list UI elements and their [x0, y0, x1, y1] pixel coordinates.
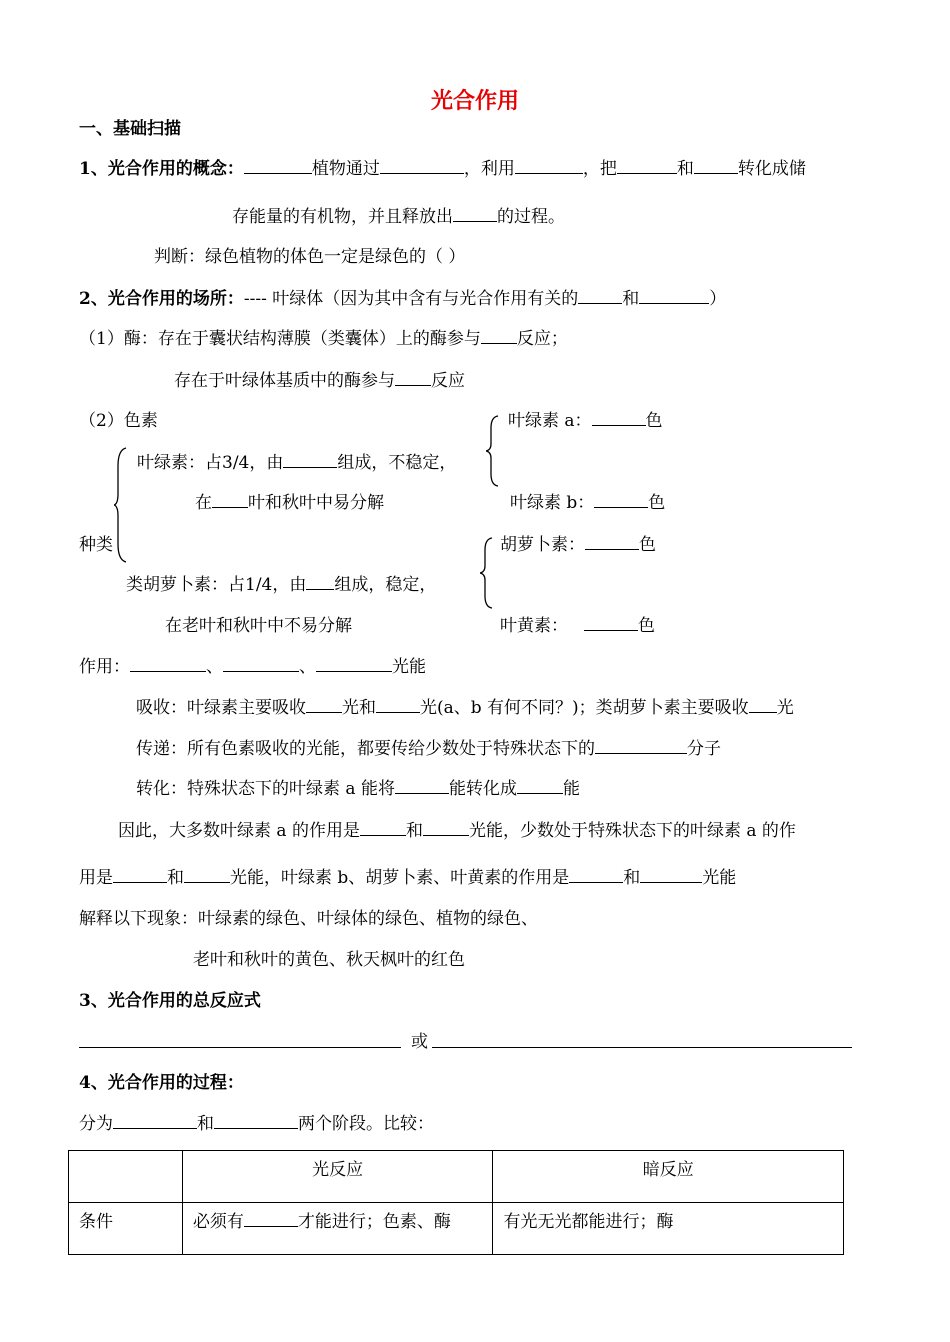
xanthophyll-line [500, 615, 655, 637]
carotene-line [500, 534, 656, 556]
absorb-line [136, 697, 794, 719]
text: ，利用 [463, 159, 515, 179]
blank[interactable] [595, 739, 687, 754]
text: 反应 [431, 371, 465, 391]
judgement-line: 判断：绿色植物的体色一定是绿色的（ ） [154, 247, 466, 267]
blank[interactable] [640, 868, 702, 883]
blank[interactable] [395, 371, 431, 386]
blank[interactable] [584, 616, 638, 631]
text: 、 [206, 657, 223, 677]
section-heading-basics: 一、基础扫描 [79, 119, 181, 139]
blank[interactable] [694, 159, 738, 174]
text: 、 [299, 657, 316, 677]
text: 作用： [79, 657, 130, 677]
text: 光 [776, 698, 794, 718]
text: 用是 [79, 868, 113, 888]
blank[interactable] [184, 868, 230, 883]
pigment-heading: （2）色素 [79, 411, 158, 431]
text: 的过程。 [497, 207, 565, 227]
text: 色 [648, 493, 666, 513]
text: 和 [622, 289, 640, 309]
stages-line [79, 1113, 434, 1135]
text: 转化：特殊状态下的叶绿素 a 能将 [136, 779, 395, 799]
blank[interactable] [360, 821, 406, 836]
concept-heading: 1、光合作用的概念： [79, 159, 244, 179]
blank[interactable] [113, 1114, 197, 1129]
blank[interactable] [395, 779, 449, 794]
text: 叶黄素： [500, 616, 568, 636]
text: 胡萝卜素： [500, 535, 585, 555]
chlorophyll-a-line [508, 410, 663, 432]
text: 必须有 [192, 1212, 244, 1232]
text: 类胡萝卜素：占1/4，由 [126, 575, 307, 595]
text: ） [709, 289, 727, 309]
table-cell [182, 1203, 493, 1255]
text: 和 [623, 868, 641, 888]
text: 光和 [342, 698, 376, 718]
convert-line [136, 778, 580, 800]
carotenoid-line [126, 574, 436, 596]
text: 因此，大多数叶绿素 a 的作用是 [118, 821, 360, 841]
function-line [79, 656, 426, 678]
or-label: 或 [411, 1032, 428, 1052]
text: 在 [195, 493, 212, 513]
blank[interactable] [585, 535, 639, 550]
blank[interactable] [380, 159, 464, 174]
blank[interactable] [594, 493, 648, 508]
blank[interactable] [306, 698, 342, 713]
text: 光能 [702, 868, 737, 888]
text: 传递：所有色素吸收的光能，都要传给少数处于特殊状态下的 [136, 739, 595, 759]
blank[interactable] [578, 289, 622, 304]
text: 分子 [687, 739, 721, 759]
text: 色 [645, 411, 663, 431]
concept-line-2 [232, 206, 565, 228]
explain-line-1: 解释以下现象：叶绿素的绿色、叶绿体的绿色、植物的绿色、 [79, 909, 538, 929]
blank[interactable] [453, 207, 497, 222]
chlorophyll-brace-icon [486, 414, 500, 488]
table-header-cell: 光反应 [182, 1151, 493, 1203]
text: 能 [562, 779, 580, 799]
use-line [79, 867, 736, 889]
blank[interactable] [130, 657, 206, 672]
text: 存能量的有机物，并且释放出 [232, 207, 453, 227]
text: 叶绿素 a： [508, 411, 592, 431]
text: 两个阶段。比较： [298, 1114, 434, 1134]
page-title: 光合作用 [430, 88, 519, 114]
text: 和 [167, 868, 184, 888]
table-header-row [69, 1151, 844, 1203]
text: 色 [638, 616, 655, 636]
text: 分为 [79, 1114, 113, 1134]
therefore-line [118, 820, 796, 842]
text: ，把 [582, 159, 617, 179]
text: 叶绿素 b： [510, 493, 595, 513]
blank[interactable] [212, 493, 248, 508]
text: 转化成储 [737, 159, 806, 179]
text: 光(a、b 有何不同？)；类胡萝卜素主要吸收 [420, 698, 749, 718]
text: 存在于叶绿体基质中的酶参与 [174, 371, 395, 391]
blank[interactable] [316, 657, 392, 672]
chlorophyll-line [137, 452, 456, 474]
blank[interactable] [481, 329, 517, 344]
text: ---- 叶绿体（因为其中含有与光合作用有关的 [243, 289, 579, 309]
blank[interactable] [639, 289, 709, 304]
blank[interactable] [617, 159, 677, 174]
text: 叶绿素：占3/4，由 [137, 453, 284, 473]
blank[interactable] [592, 411, 646, 426]
blank[interactable] [244, 1212, 298, 1227]
blank[interactable] [223, 657, 299, 672]
blank[interactable] [244, 159, 312, 174]
blank[interactable] [515, 159, 583, 174]
text: 叶和秋叶中易分解 [248, 493, 384, 513]
transfer-line [136, 738, 721, 760]
table-cell: 有光无光都能进行；酶 [493, 1203, 844, 1255]
chlorophyll-decompose-line [195, 492, 384, 514]
table-row [69, 1203, 844, 1255]
text: 和 [405, 821, 423, 841]
text: 和 [676, 159, 694, 179]
kinds-brace-icon [114, 446, 128, 564]
kinds-label: 种类 [79, 535, 113, 555]
text: 光能 [392, 657, 426, 677]
text: 吸收：叶绿素主要吸收 [136, 698, 306, 718]
concept-line-1 [79, 158, 806, 180]
carotenoid-brace-icon [480, 536, 494, 610]
blank[interactable] [306, 575, 334, 590]
process-heading: 4、光合作用的过程： [79, 1073, 244, 1093]
table-cell: 条件 [69, 1203, 183, 1255]
blank[interactable] [517, 779, 563, 794]
blank[interactable] [749, 698, 777, 713]
site-line [79, 288, 726, 310]
blank[interactable] [423, 821, 469, 836]
equation-blank-1[interactable] [79, 1047, 401, 1048]
text: 植物通过 [311, 159, 380, 179]
equation-blank-2[interactable] [432, 1047, 852, 1048]
text: 能转化成 [448, 779, 517, 799]
text: 组成，稳定， [334, 575, 437, 595]
blank[interactable] [214, 1114, 298, 1129]
blank[interactable] [283, 453, 337, 468]
text: 色 [639, 535, 656, 555]
enzyme-line-1 [79, 328, 568, 350]
enzyme-line-2 [174, 370, 465, 392]
text: 组成，不稳定， [337, 453, 457, 473]
equation-heading: 3、光合作用的总反应式 [79, 991, 261, 1011]
text: 才能进行；色素、酶 [297, 1212, 451, 1232]
blank[interactable] [376, 698, 420, 713]
text: 光能，少数处于特殊状态下的叶绿素 a 的作 [468, 821, 796, 841]
blank[interactable] [569, 868, 623, 883]
text: （1）酶：存在于囊状结构薄膜（类囊体）上的酶参与 [79, 329, 481, 349]
explain-line-2: 老叶和秋叶的黄色、秋天枫叶的红色 [193, 950, 465, 970]
table-header-cell [69, 1151, 183, 1203]
text: 光能，叶绿素 b、胡萝卜素、叶黄素的作用是 [230, 868, 570, 888]
text: 和 [197, 1114, 214, 1134]
comparison-table [68, 1150, 844, 1255]
carotenoid-stable-line: 在老叶和秋叶中不易分解 [165, 616, 352, 636]
text: 反应； [516, 329, 568, 349]
table-header-cell: 暗反应 [493, 1151, 844, 1203]
blank[interactable] [113, 868, 167, 883]
chlorophyll-b-line [510, 492, 665, 514]
site-heading: 2、光合作用的场所： [79, 289, 244, 309]
